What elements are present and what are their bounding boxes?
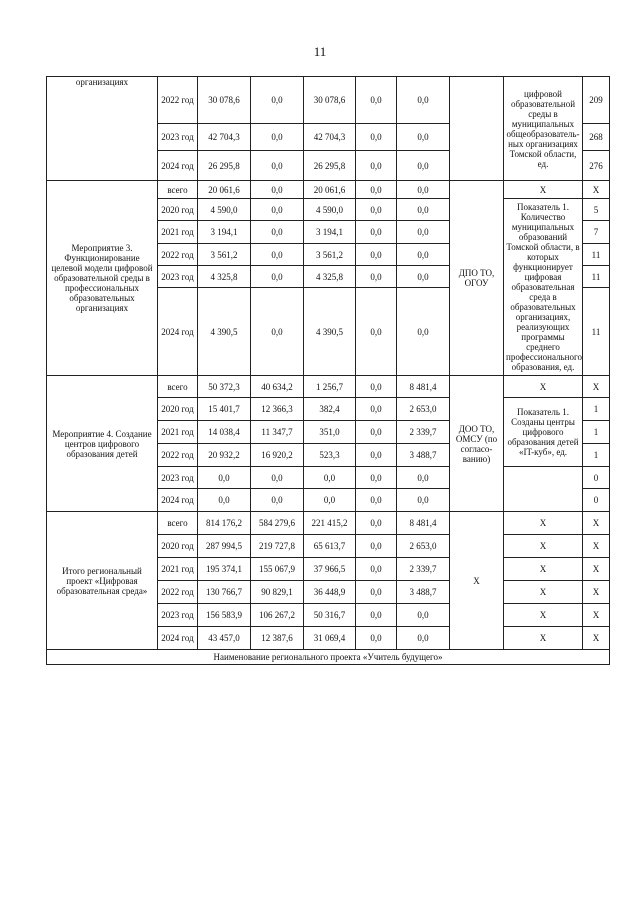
indicator-cell: цифровой образовательной среды в муниципальных общеобразователь-ных организациях Томской области, ед. xyxy=(504,77,583,181)
local-cell: 0,0 xyxy=(356,398,397,421)
value-cell: 1 xyxy=(583,444,610,467)
regional-cell: 20 061,6 xyxy=(304,181,356,199)
indicator-cell: Х xyxy=(504,558,583,581)
local-cell: 0,0 xyxy=(356,467,397,489)
total-cell: 43 457,0 xyxy=(198,627,251,650)
local-cell: 0,0 xyxy=(356,221,397,244)
total-cell: 3 561,2 xyxy=(198,244,251,266)
year-cell: 2022 год xyxy=(158,244,198,266)
regional-cell: 523,3 xyxy=(304,444,356,467)
year-cell: 2023 год xyxy=(158,124,198,151)
value-cell: 5 xyxy=(583,199,610,221)
regional-cell: 4 325,8 xyxy=(304,266,356,288)
regional-cell: 4 590,0 xyxy=(304,199,356,221)
federal-cell: 0,0 xyxy=(251,151,304,181)
total-cell: 20 061,6 xyxy=(198,181,251,199)
extra-cell: 3 488,7 xyxy=(397,444,450,467)
extra-cell: 0,0 xyxy=(397,288,450,376)
federal-cell: 16 920,2 xyxy=(251,444,304,467)
regional-cell: 36 448,9 xyxy=(304,581,356,604)
regional-cell: 221 415,2 xyxy=(304,512,356,535)
local-cell: 0,0 xyxy=(356,124,397,151)
extra-cell: 0,0 xyxy=(397,244,450,266)
federal-cell: 584 279,6 xyxy=(251,512,304,535)
budget-table xyxy=(46,76,610,665)
federal-cell: 0,0 xyxy=(251,181,304,199)
total-cell: 30 078,6 xyxy=(198,77,251,124)
executor-cell: Х xyxy=(450,512,504,650)
local-cell: 0,0 xyxy=(356,77,397,124)
indicator-cell: Х xyxy=(504,581,583,604)
local-cell: 0,0 xyxy=(356,151,397,181)
executor-cell xyxy=(450,77,504,181)
federal-cell: 0,0 xyxy=(251,467,304,489)
total-cell: 0,0 xyxy=(198,489,251,512)
activity-name: Мероприятие 3. Функционирование целевой модели цифровой образовательной среды в профессиональных образовательных организациях xyxy=(47,181,158,376)
value-cell: 268 xyxy=(583,124,610,151)
local-cell: 0,0 xyxy=(356,244,397,266)
local-cell: 0,0 xyxy=(356,581,397,604)
total-cell: 15 401,7 xyxy=(198,398,251,421)
year-cell: 2023 год xyxy=(158,467,198,489)
local-cell: 0,0 xyxy=(356,288,397,376)
total-cell: 20 932,2 xyxy=(198,444,251,467)
year-cell: 2023 год xyxy=(158,266,198,288)
federal-cell: 106 267,2 xyxy=(251,604,304,627)
extra-cell: 0,0 xyxy=(397,604,450,627)
federal-cell: 11 347,7 xyxy=(251,421,304,444)
extra-cell: 0,0 xyxy=(397,199,450,221)
federal-cell: 90 829,1 xyxy=(251,581,304,604)
regional-cell: 42 704,3 xyxy=(304,124,356,151)
regional-cell: 1 256,7 xyxy=(304,376,356,398)
indicator-cell: Х xyxy=(504,181,583,199)
regional-cell: 50 316,7 xyxy=(304,604,356,627)
value-cell: 1 xyxy=(583,398,610,421)
extra-cell: 0,0 xyxy=(397,467,450,489)
local-cell: 0,0 xyxy=(356,489,397,512)
total-cell: 26 295,8 xyxy=(198,151,251,181)
year-cell: всего xyxy=(158,181,198,199)
total-cell: 156 583,9 xyxy=(198,604,251,627)
value-cell: 11 xyxy=(583,266,610,288)
indicator-cell: Х xyxy=(504,376,583,398)
total-cell: 814 176,2 xyxy=(198,512,251,535)
year-cell: всего xyxy=(158,512,198,535)
activity-name: Мероприятие 4. Создание центров цифрового образования детей xyxy=(47,376,158,512)
local-cell: 0,0 xyxy=(356,421,397,444)
regional-cell: 3 561,2 xyxy=(304,244,356,266)
year-cell: 2024 год xyxy=(158,489,198,512)
regional-cell: 4 390,5 xyxy=(304,288,356,376)
year-cell: 2021 год xyxy=(158,221,198,244)
year-cell: 2024 год xyxy=(158,151,198,181)
year-cell: 2020 год xyxy=(158,199,198,221)
activity-name: организациях xyxy=(47,77,158,181)
total-cell: 130 766,7 xyxy=(198,581,251,604)
executor-cell: ДПО ТО, ОГОУ xyxy=(450,181,504,376)
extra-cell: 2 339,7 xyxy=(397,558,450,581)
federal-cell: 219 727,8 xyxy=(251,535,304,558)
federal-cell: 40 634,2 xyxy=(251,376,304,398)
extra-cell: 8 481,4 xyxy=(397,512,450,535)
federal-cell: 0,0 xyxy=(251,77,304,124)
value-cell: 276 xyxy=(583,151,610,181)
regional-cell: 30 078,6 xyxy=(304,77,356,124)
value-cell: 0 xyxy=(583,489,610,512)
page-number: 11 xyxy=(313,44,327,59)
local-cell: 0,0 xyxy=(356,627,397,650)
year-cell: 2020 год xyxy=(158,398,198,421)
indicator-cell: Х xyxy=(504,535,583,558)
year-cell: 2023 год xyxy=(158,604,198,627)
year-cell: 2020 год xyxy=(158,535,198,558)
extra-cell: 0,0 xyxy=(397,266,450,288)
value-cell: 209 xyxy=(583,77,610,124)
value-cell: 7 xyxy=(583,221,610,244)
executor-cell: ДОО ТО, ОМСУ (по согласо-ванию) xyxy=(450,376,504,512)
total-cell: 287 994,5 xyxy=(198,535,251,558)
federal-cell: 0,0 xyxy=(251,489,304,512)
federal-cell: 0,0 xyxy=(251,221,304,244)
value-cell: Х xyxy=(583,581,610,604)
extra-cell: 0,0 xyxy=(397,221,450,244)
local-cell: 0,0 xyxy=(356,558,397,581)
regional-cell: 0,0 xyxy=(304,489,356,512)
value-cell: Х xyxy=(583,535,610,558)
year-cell: 2022 год xyxy=(158,581,198,604)
extra-cell: 0,0 xyxy=(397,124,450,151)
extra-cell: 0,0 xyxy=(397,181,450,199)
total-cell: 195 374,1 xyxy=(198,558,251,581)
year-cell: 2021 год xyxy=(158,558,198,581)
year-cell: всего xyxy=(158,376,198,398)
local-cell: 0,0 xyxy=(356,181,397,199)
extra-cell: 0,0 xyxy=(397,151,450,181)
local-cell: 0,0 xyxy=(356,266,397,288)
extra-cell: 0,0 xyxy=(397,627,450,650)
regional-cell: 31 069,4 xyxy=(304,627,356,650)
local-cell: 0,0 xyxy=(356,535,397,558)
extra-cell: 2 653,0 xyxy=(397,535,450,558)
total-cell: 4 590,0 xyxy=(198,199,251,221)
federal-cell: 12 387,6 xyxy=(251,627,304,650)
indicator-cell: Показатель 1. Количество муниципальных образований Томской области, в которых функционирует цифровая образовательная среда в образовательных организациях, реализующих программы среднего профессионального образования, ед. xyxy=(504,199,583,376)
local-cell: 0,0 xyxy=(356,376,397,398)
regional-cell: 0,0 xyxy=(304,467,356,489)
total-cell: 3 194,1 xyxy=(198,221,251,244)
total-cell: 14 038,4 xyxy=(198,421,251,444)
value-cell: Х xyxy=(583,558,610,581)
indicator-cell xyxy=(504,467,583,512)
value-cell: Х xyxy=(583,512,610,535)
federal-cell: 12 366,3 xyxy=(251,398,304,421)
value-cell: 0 xyxy=(583,467,610,489)
value-cell: 11 xyxy=(583,244,610,266)
extra-cell: 3 488,7 xyxy=(397,581,450,604)
federal-cell: 0,0 xyxy=(251,199,304,221)
indicator-cell: Х xyxy=(504,604,583,627)
regional-cell: 351,0 xyxy=(304,421,356,444)
table-row xyxy=(47,650,610,665)
section-heading: Наименование регионального проекта «Учитель будущего» xyxy=(47,650,610,665)
year-cell: 2022 год xyxy=(158,444,198,467)
value-cell: Х xyxy=(583,376,610,398)
year-cell: 2024 год xyxy=(158,627,198,650)
regional-cell: 26 295,8 xyxy=(304,151,356,181)
value-cell: 11 xyxy=(583,288,610,376)
extra-cell: 2 653,0 xyxy=(397,398,450,421)
total-name: Итого региональный проект «Цифровая образовательная среда» xyxy=(47,512,158,650)
indicator-cell: Х xyxy=(504,512,583,535)
year-cell: 2024 год xyxy=(158,288,198,376)
value-cell: 1 xyxy=(583,421,610,444)
extra-cell: 2 339,7 xyxy=(397,421,450,444)
indicator-cell: Х xyxy=(504,627,583,650)
local-cell: 0,0 xyxy=(356,604,397,627)
extra-cell: 0,0 xyxy=(397,77,450,124)
federal-cell: 0,0 xyxy=(251,124,304,151)
local-cell: 0,0 xyxy=(356,512,397,535)
table-row xyxy=(47,512,610,535)
total-cell: 4 325,8 xyxy=(198,266,251,288)
value-cell: Х xyxy=(583,627,610,650)
federal-cell: 0,0 xyxy=(251,288,304,376)
indicator-cell: Показатель 1. Созданы центры цифрового образования детей «IT-куб», ед. xyxy=(504,398,583,467)
regional-cell: 3 194,1 xyxy=(304,221,356,244)
table-row xyxy=(47,376,610,398)
total-cell: 42 704,3 xyxy=(198,124,251,151)
local-cell: 0,0 xyxy=(356,444,397,467)
total-cell: 0,0 xyxy=(198,467,251,489)
regional-cell: 37 966,5 xyxy=(304,558,356,581)
total-cell: 50 372,3 xyxy=(198,376,251,398)
table-row xyxy=(47,181,610,199)
federal-cell: 155 067,9 xyxy=(251,558,304,581)
value-cell: Х xyxy=(583,181,610,199)
value-cell: Х xyxy=(583,604,610,627)
local-cell: 0,0 xyxy=(356,199,397,221)
extra-cell: 0,0 xyxy=(397,489,450,512)
federal-cell: 0,0 xyxy=(251,266,304,288)
table-row xyxy=(47,77,610,124)
extra-cell: 8 481,4 xyxy=(397,376,450,398)
year-cell: 2021 год xyxy=(158,421,198,444)
year-cell: 2022 год xyxy=(158,77,198,124)
regional-cell: 65 613,7 xyxy=(304,535,356,558)
total-cell: 4 390,5 xyxy=(198,288,251,376)
regional-cell: 382,4 xyxy=(304,398,356,421)
federal-cell: 0,0 xyxy=(251,244,304,266)
